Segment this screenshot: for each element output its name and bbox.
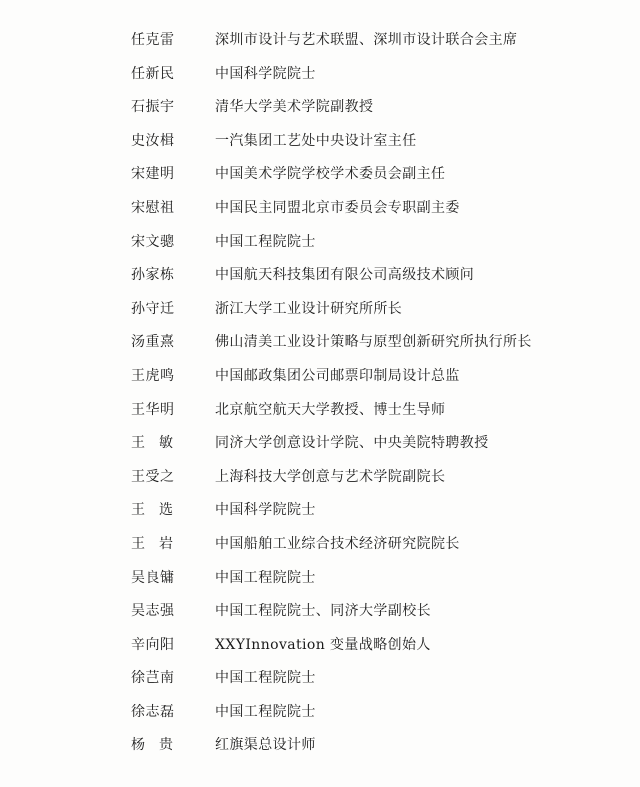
roster-row — [0, 562, 640, 596]
roster-row — [0, 629, 640, 663]
member-title: 浙江大学工业设计研究所所长 — [215, 300, 403, 317]
member-title: 清华大学美术学院副教授 — [215, 99, 374, 116]
roster-row — [0, 226, 640, 260]
member-title: 中国工程院院士 — [215, 233, 316, 250]
roster-row — [0, 360, 640, 394]
member-title: 中国民主同盟北京市委员会专职副主委 — [215, 199, 460, 216]
roster-row — [0, 91, 640, 125]
roster-row — [0, 528, 640, 562]
member-title: 一汽集团工艺处中央设计室主任 — [215, 132, 417, 149]
member-name: 王虎鸣 — [131, 367, 175, 384]
member-title: 中国科学院院士 — [215, 65, 316, 82]
member-title: 中国科学院院士 — [215, 502, 316, 519]
member-roster — [0, 24, 640, 763]
roster-row — [0, 259, 640, 293]
roster-row — [0, 192, 640, 226]
member-name: 孙家栋 — [131, 267, 175, 284]
roster-row — [0, 326, 640, 360]
member-title: 中国航天科技集团有限公司高级技术顾问 — [215, 267, 475, 284]
member-title: 深圳市设计与艺术联盟、深圳市设计联合会主席 — [215, 32, 518, 48]
member-title: 红旗渠总设计师 — [215, 737, 316, 754]
member-name: 王 岩 — [131, 535, 173, 552]
member-name: 宋文骢 — [131, 233, 175, 250]
roster-row — [0, 461, 640, 495]
member-name: 徐芑南 — [131, 670, 175, 687]
member-title: 中国美术学院学校学术委员会副主任 — [215, 166, 446, 183]
member-title: 中国工程院院士 — [215, 703, 316, 720]
member-name: 吴志强 — [131, 603, 175, 620]
member-name: 王华明 — [131, 401, 175, 418]
member-title: 佛山清美工业设计策略与原型创新研究所执行所长 — [215, 334, 532, 351]
member-name: 宋建明 — [131, 166, 175, 183]
member-name: 任新民 — [131, 65, 175, 82]
member-title: 中国船舶工业综合技术经济研究院院长 — [215, 535, 460, 552]
member-title: 中国邮政集团公司邮票印制局设计总监 — [215, 367, 460, 384]
member-name: 王 敏 — [131, 435, 173, 452]
member-name: 史汝楫 — [131, 132, 175, 149]
member-title: XXYInnovation 变量战略创始人 — [215, 636, 431, 653]
member-title: 中国工程院院士、同济大学副校长 — [215, 603, 431, 620]
roster-row — [0, 729, 640, 763]
roster-row — [0, 394, 640, 428]
roster-row — [0, 696, 640, 730]
member-title: 中国工程院院士 — [215, 569, 316, 586]
roster-row — [0, 58, 640, 92]
member-title: 北京航空航天大学教授、博士生导师 — [215, 401, 446, 418]
roster-row — [0, 125, 640, 159]
member-name: 杨 贵 — [131, 737, 173, 754]
member-name: 石振宇 — [131, 99, 175, 116]
roster-row — [0, 293, 640, 327]
member-name: 孙守迁 — [131, 300, 175, 317]
member-name: 吴良镛 — [131, 569, 175, 586]
member-name: 宋慰祖 — [131, 199, 175, 216]
member-title: 同济大学创意设计学院、中央美院特聘教授 — [215, 435, 489, 452]
member-name: 任克雷 — [131, 32, 175, 48]
member-name: 王 选 — [131, 502, 173, 519]
member-name: 汤重熹 — [131, 334, 175, 351]
member-name: 辛向阳 — [131, 636, 175, 653]
member-title: 中国工程院院士 — [215, 670, 316, 687]
member-name: 徐志磊 — [131, 703, 175, 720]
roster-row — [0, 662, 640, 696]
roster-row — [0, 427, 640, 461]
member-name: 王受之 — [131, 468, 175, 485]
member-title: 上海科技大学创意与艺术学院副院长 — [215, 468, 446, 485]
roster-row — [0, 24, 640, 58]
roster-row — [0, 595, 640, 629]
roster-row — [0, 158, 640, 192]
roster-row — [0, 494, 640, 528]
